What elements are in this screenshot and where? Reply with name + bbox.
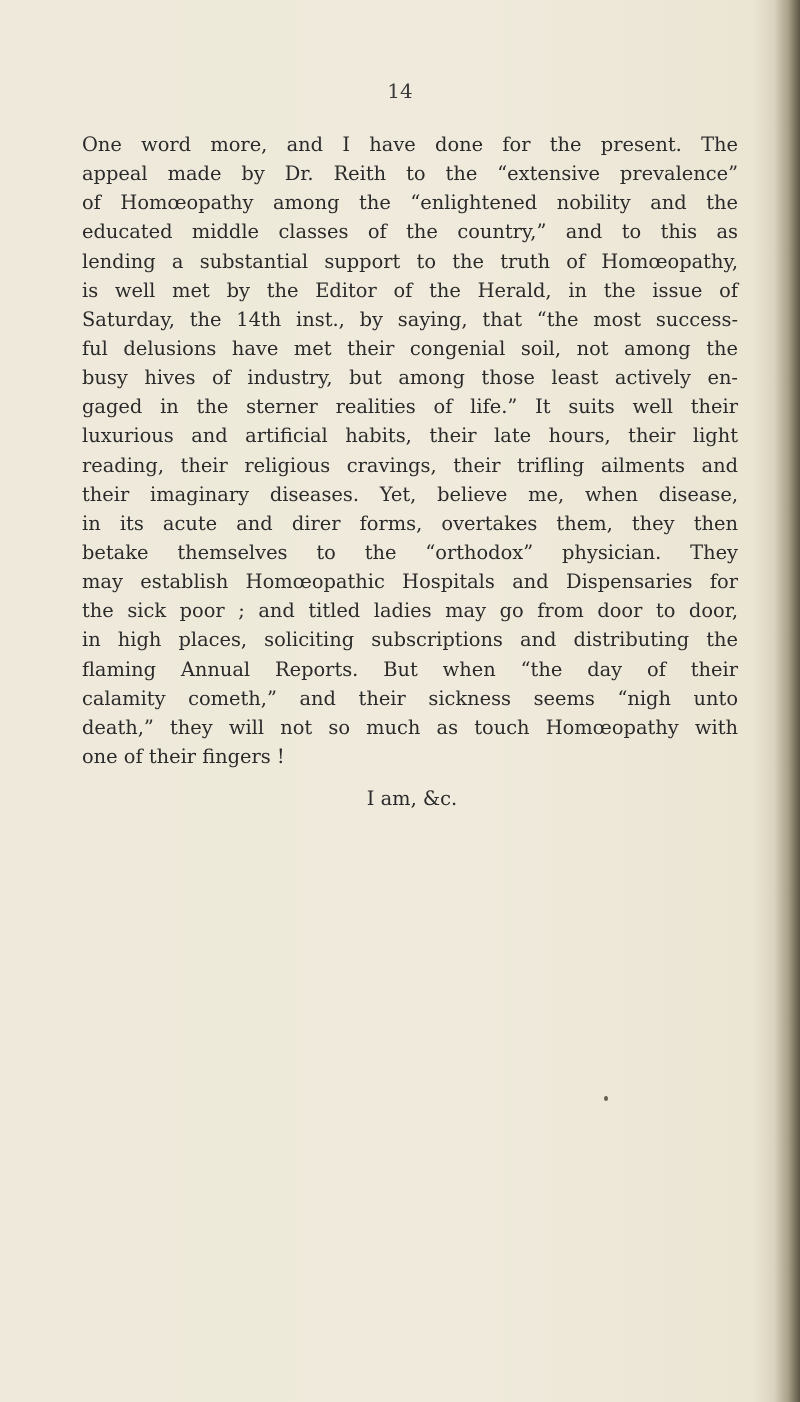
text-line: educated middle classes of the country,” and to this as (82, 220, 738, 244)
text-line: lending a substantial support to the truth of Homœopathy, (82, 249, 738, 273)
text-line: the sick poor ; and titled ladies may go from door to door, (82, 599, 738, 623)
paper-speck (604, 1096, 608, 1101)
text-line: appeal made by Dr. Reith to the “extensive prevalence” (82, 162, 738, 186)
text-line: death,” they will not so much as touch Homœopathy with (82, 715, 738, 739)
binding-shadow (774, 0, 800, 1402)
text-line: gaged in the sterner realities of life.” It suits well their (82, 395, 738, 419)
text-line: of Homœopathy among the “enlightened nobility and the (82, 191, 738, 215)
letter-paragraph (82, 130, 738, 771)
text-line: betake themselves to the “orthodox” physician. They (82, 540, 738, 564)
text-line: busy hives of industry, but among those least actively en- (82, 366, 738, 390)
text-line: Saturday, the 14th inst., by saying, that “the most success- (82, 307, 738, 331)
text-line: in high places, soliciting subscriptions and distributing the (82, 628, 738, 652)
text-line: flaming Annual Reports. But when “the day of their (82, 657, 738, 681)
text-line: may establish Homœopathic Hospitals and Dispensaries for (82, 570, 738, 594)
text-line: luxurious and artificial habits, their late hours, their light (82, 424, 738, 448)
text-line: one of their fingers ! (82, 744, 285, 768)
text-line: is well met by the Editor of the Herald, in the issue of (82, 278, 738, 302)
text-line: in its acute and direr forms, overtakes them, they then (82, 511, 738, 535)
text-line: ful delusions have met their congenial soil, not among the (82, 336, 738, 360)
text-line: One word more, and I have done for the present. The (82, 133, 738, 156)
text-line: reading, their religious cravings, their trifling ailments and (82, 453, 738, 477)
page-number: 14 (387, 79, 413, 103)
letter-signoff: I am, &c. (366, 787, 458, 810)
text-line: their imaginary diseases. Yet, believe me, when disease, (82, 482, 738, 506)
text-line: calamity cometh,” and their sickness seems “nigh unto (82, 686, 738, 710)
